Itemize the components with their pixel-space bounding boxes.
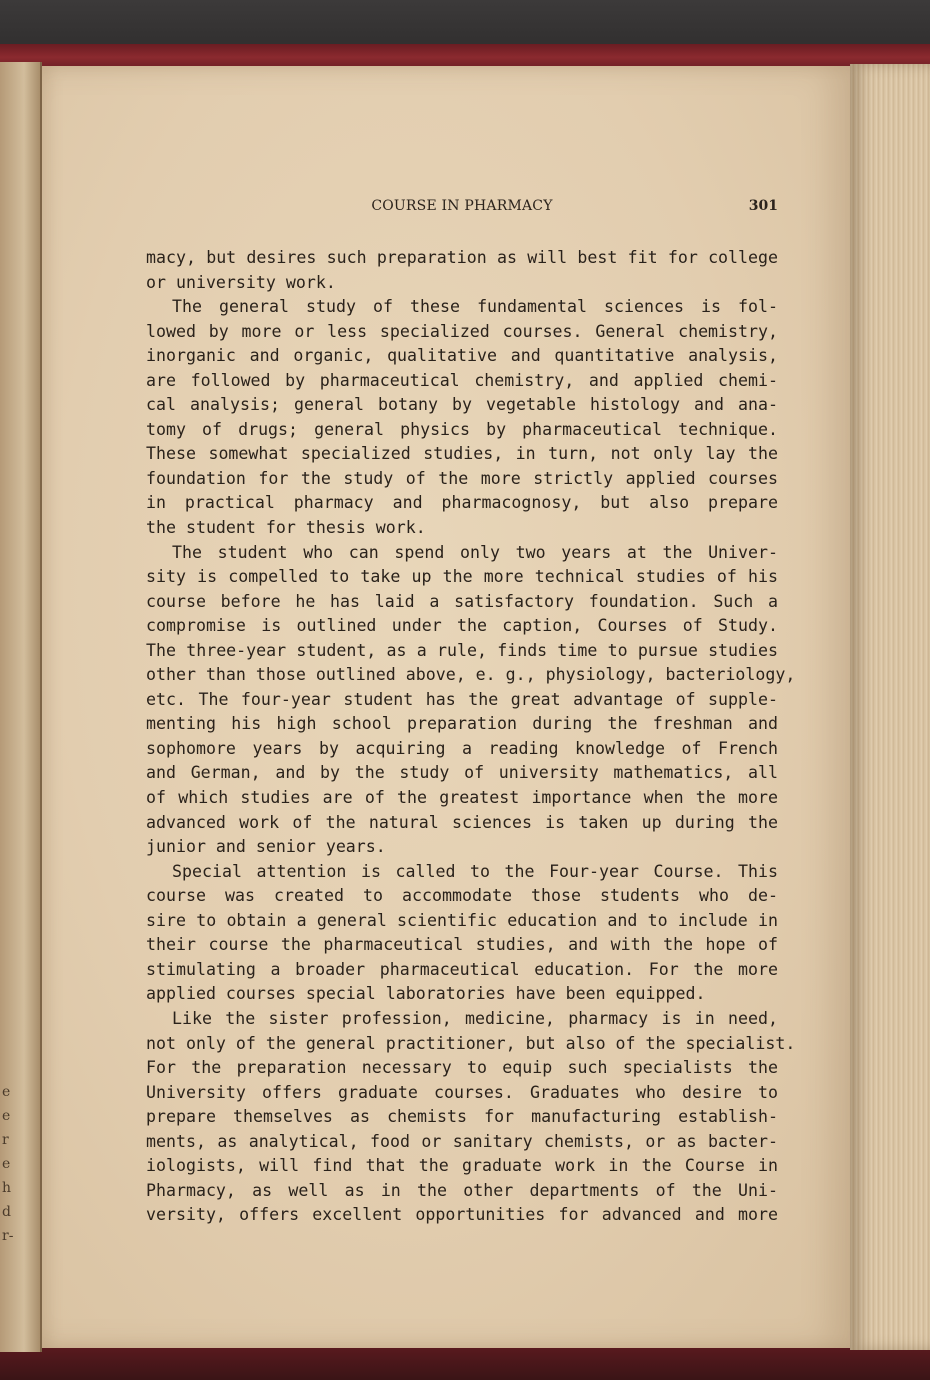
text-line: Special attention is called to the Four-year Course. This — [172, 861, 778, 881]
page-block-edges — [850, 64, 930, 1350]
text-line: sire to obtain a general scientific education and to include in — [146, 910, 778, 930]
text-line: compromise is outlined under the caption, Courses of Study. — [146, 616, 778, 636]
book-cover-top-edge — [0, 44, 930, 68]
previous-page-fragment: e — [2, 1108, 11, 1124]
previous-page-fragment: r — [2, 1132, 9, 1148]
text-line: cal analysis; general botany by vegetable histology and ana- — [146, 395, 778, 415]
text-line: Pharmacy, as well as in the other departments of the Uni- — [146, 1180, 778, 1200]
text-line: in practical pharmacy and pharmacognosy, but also prepare — [146, 493, 778, 513]
text-line: stimulating a broader pharmaceutical education. For the more — [146, 959, 778, 979]
text-line: course before he has laid a satisfactory foundation. Such a — [146, 591, 778, 611]
body-text — [146, 246, 796, 1228]
text-line: foundation for the study of the more strictly applied courses — [146, 468, 778, 488]
text-line: The student who can spend only two years at the Univer- — [172, 542, 778, 562]
text-line: the student for thesis work. — [146, 518, 426, 538]
text-line: etc. The four-year student has the great advantage of supple- — [146, 689, 778, 709]
text-line: junior and senior years. — [146, 837, 386, 857]
text-line: The three-year student, as a rule, finds time to pursue studies — [146, 640, 778, 660]
text-line: macy, but desires such preparation as will best fit for college — [146, 248, 778, 267]
book-cover-bottom-edge — [0, 1344, 930, 1380]
text-line: advanced work of the natural sciences is taken up during the — [146, 812, 778, 832]
text-line: applied courses special laboratories have been equipped. — [146, 984, 706, 1004]
text-line: lowed by more or less specialized courses. General chemistry, — [146, 321, 778, 341]
text-line: ments, as analytical, food or sanitary chemists, or as bacter- — [146, 1131, 778, 1151]
previous-page-fragment: r- — [2, 1228, 14, 1244]
text-line: For the preparation necessary to equip such specialists the — [146, 1058, 778, 1078]
text-line: Like the sister profession, medicine, pharmacy is in need, — [172, 1008, 778, 1028]
text-line: menting his high school preparation during the freshman and — [146, 714, 778, 734]
text-line: of which studies are of the greatest importance when the more — [146, 788, 778, 808]
text-line: are followed by pharmaceutical chemistry, and applied chemi- — [146, 370, 778, 390]
previous-page-fragment: e — [2, 1084, 11, 1100]
text-line: These somewhat specialized studies, in turn, not only lay the — [146, 444, 778, 464]
previous-page-fragment: h — [2, 1180, 12, 1196]
text-line: prepare themselves as chemists for manufacturing establish- — [146, 1107, 778, 1127]
running-head: COURSE IN PHARMACY — [371, 198, 553, 214]
text-line: other than those outlined above, e. g., physiology, bacteriology, — [146, 665, 796, 685]
text-line: and German, and by the study of university mathematics, all — [146, 763, 778, 783]
previous-page-fragment: e — [2, 1156, 11, 1172]
page-number: 301 — [748, 198, 778, 214]
text-line: sophomore years by acquiring a reading knowledge of French — [146, 738, 778, 758]
text-line: sity is compelled to take up the more technical studies of his — [146, 567, 778, 587]
page-header — [146, 198, 778, 220]
previous-page-edge — [0, 62, 42, 1352]
text-line: course was created to accommodate those students who de- — [146, 886, 778, 906]
previous-page-fragment: d — [2, 1204, 11, 1220]
text-line: their course the pharmaceutical studies, and with the hope of — [146, 935, 778, 955]
text-line: versity, offers excellent opportunities for advanced and more — [146, 1205, 778, 1225]
text-line: iologists, will find that the graduate work in the Course in — [146, 1156, 778, 1176]
text-line: inorganic and organic, qualitative and quantitative analysis, — [146, 346, 778, 366]
text-line: or university work. — [146, 272, 336, 292]
text-line: tomy of drugs; general physics by pharmaceutical technique. — [146, 419, 778, 439]
text-line: The general study of these fundamental sciences is fol- — [172, 297, 778, 317]
text-line: not only of the general practitioner, but also of the specialist. — [146, 1033, 796, 1053]
text-line: University offers graduate courses. Graduates who desire to — [146, 1082, 778, 1102]
